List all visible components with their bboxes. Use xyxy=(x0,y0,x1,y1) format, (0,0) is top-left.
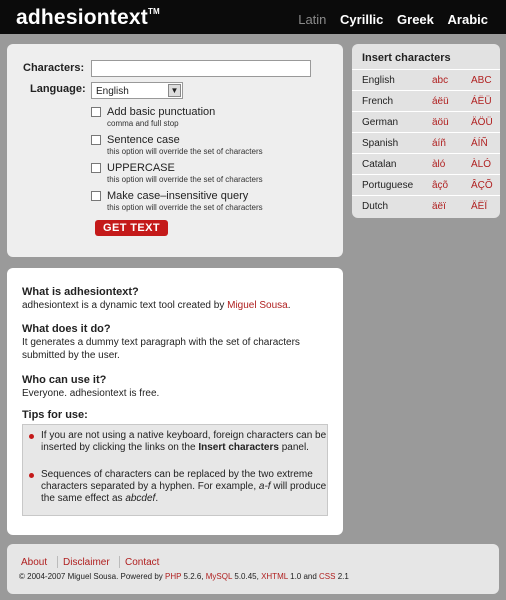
option-note: this option will override the set of characters xyxy=(107,147,263,156)
script-latin[interactable]: Latin xyxy=(298,12,327,27)
insert-lowercase-link[interactable]: äëï xyxy=(432,201,446,212)
insert-row xyxy=(352,174,500,194)
insert-row xyxy=(352,69,500,89)
chevron-down-icon[interactable]: ▼ xyxy=(168,84,181,97)
insert-lowercase-link[interactable]: äöü xyxy=(432,117,449,128)
author-link[interactable]: Miguel Sousa xyxy=(227,300,288,311)
about-panel xyxy=(7,268,343,535)
script-arabic[interactable]: Arabic xyxy=(447,12,488,27)
php-link[interactable]: PHP xyxy=(164,572,182,581)
option-note: comma and full stop xyxy=(107,119,179,128)
language-select[interactable] xyxy=(91,82,183,99)
footer-separator xyxy=(57,556,58,568)
language-select-value: English xyxy=(96,86,129,97)
insert-lowercase-link[interactable]: àló xyxy=(432,159,446,170)
insert-lowercase-link[interactable]: áíñ xyxy=(432,138,446,149)
footer-link-disclaimer[interactable]: Disclaimer xyxy=(63,557,110,568)
insert-row xyxy=(352,195,500,215)
insert-uppercase-link[interactable]: ÄËÏ xyxy=(471,201,488,212)
option-label: Sentence case xyxy=(107,134,180,146)
script-cyrillic[interactable]: Cyrillic xyxy=(340,12,384,27)
option-label: Make case–insensitive query xyxy=(107,190,249,202)
text-form-panel xyxy=(7,44,343,257)
get-text-button[interactable]: GET TEXT xyxy=(95,220,168,236)
bullet-icon xyxy=(29,473,34,478)
footer-link-about[interactable]: About xyxy=(21,557,48,568)
faq-answer: It generates a dummy text paragraph with the set of characters submitted by the user. xyxy=(22,337,300,361)
uppercase-checkbox[interactable] xyxy=(91,163,101,173)
punctuation-checkbox[interactable] xyxy=(91,107,101,117)
footer-link-contact[interactable]: Contact xyxy=(125,557,160,568)
case-insensitive-checkbox[interactable] xyxy=(91,191,101,201)
copyright-text: © 2004-2007 Miguel Sousa. Powered by PHP 5.2.6, MySQL 5.0.45, XHTML 1.0 and CSS 2.1 xyxy=(19,572,349,581)
mysql-link[interactable]: MySQL xyxy=(205,572,233,581)
sentence-case-checkbox[interactable] xyxy=(91,135,101,145)
option-note: this option will override the set of characters xyxy=(107,203,263,212)
insert-uppercase-link[interactable]: ÂÇÕ xyxy=(471,180,493,191)
insert-row xyxy=(352,90,500,110)
option-label: UPPERCASE xyxy=(107,162,175,174)
insert-lowercase-link[interactable]: âçõ xyxy=(432,180,449,191)
insert-characters-title: Insert characters xyxy=(362,52,451,64)
insert-lowercase-link[interactable]: áëü xyxy=(432,96,449,107)
bullet-icon xyxy=(29,434,34,439)
insert-characters-panel xyxy=(352,44,500,218)
option-note: this option will override the set of characters xyxy=(107,175,263,184)
insert-row xyxy=(352,111,500,131)
tips-box xyxy=(22,424,328,516)
insert-language: Catalan xyxy=(362,159,397,170)
tip-item: Sequences of characters can be replaced by the two extreme characters separated by a hyphen. For example, a-f will produce the same effect as abcdef. xyxy=(41,469,327,504)
footer-separator xyxy=(119,556,120,568)
footer xyxy=(7,544,499,594)
option-label: Add basic punctuation xyxy=(107,106,216,118)
insert-lowercase-link[interactable]: abc xyxy=(432,75,449,86)
site-logo[interactable]: adhesiontext™ xyxy=(16,6,160,29)
insert-language: French xyxy=(362,96,394,107)
insert-language: Dutch xyxy=(362,201,389,212)
insert-language: Spanish xyxy=(362,138,399,149)
css-link[interactable]: CSS xyxy=(319,572,336,581)
faq-answer: adhesiontext is a dynamic text tool created by Miguel Sousa. xyxy=(22,300,291,311)
faq-question: Who can use it? xyxy=(22,374,107,386)
insert-uppercase-link[interactable]: ABC xyxy=(471,75,492,86)
insert-row xyxy=(352,132,500,152)
insert-language: English xyxy=(362,75,395,86)
characters-label: Characters: xyxy=(23,62,85,74)
insert-row xyxy=(352,153,500,173)
tip-item: If you are not using a native keyboard, foreign characters can be inserted by clicking the links on the Insert characters panel. xyxy=(41,430,327,453)
xhtml-link[interactable]: XHTML xyxy=(261,572,288,581)
insert-uppercase-link[interactable]: ÁËÜ xyxy=(471,96,492,107)
faq-answer: Everyone. adhesiontext is free. xyxy=(22,388,160,399)
insert-uppercase-link[interactable]: ÀLÓ xyxy=(471,159,492,170)
top-bar xyxy=(0,0,506,34)
faq-question: What is adhesiontext? xyxy=(22,286,139,298)
language-label: Language: xyxy=(30,83,86,95)
script-greek[interactable]: Greek xyxy=(397,12,434,27)
insert-uppercase-link[interactable]: ÁÍÑ xyxy=(471,138,488,149)
insert-language: Portuguese xyxy=(362,180,414,191)
faq-question: What does it do? xyxy=(22,323,111,335)
characters-input[interactable] xyxy=(91,60,311,77)
script-nav xyxy=(288,12,488,27)
insert-uppercase-link[interactable]: ÄÖÜ xyxy=(471,117,493,128)
insert-language: German xyxy=(362,117,399,128)
tips-heading: Tips for use: xyxy=(22,409,88,421)
